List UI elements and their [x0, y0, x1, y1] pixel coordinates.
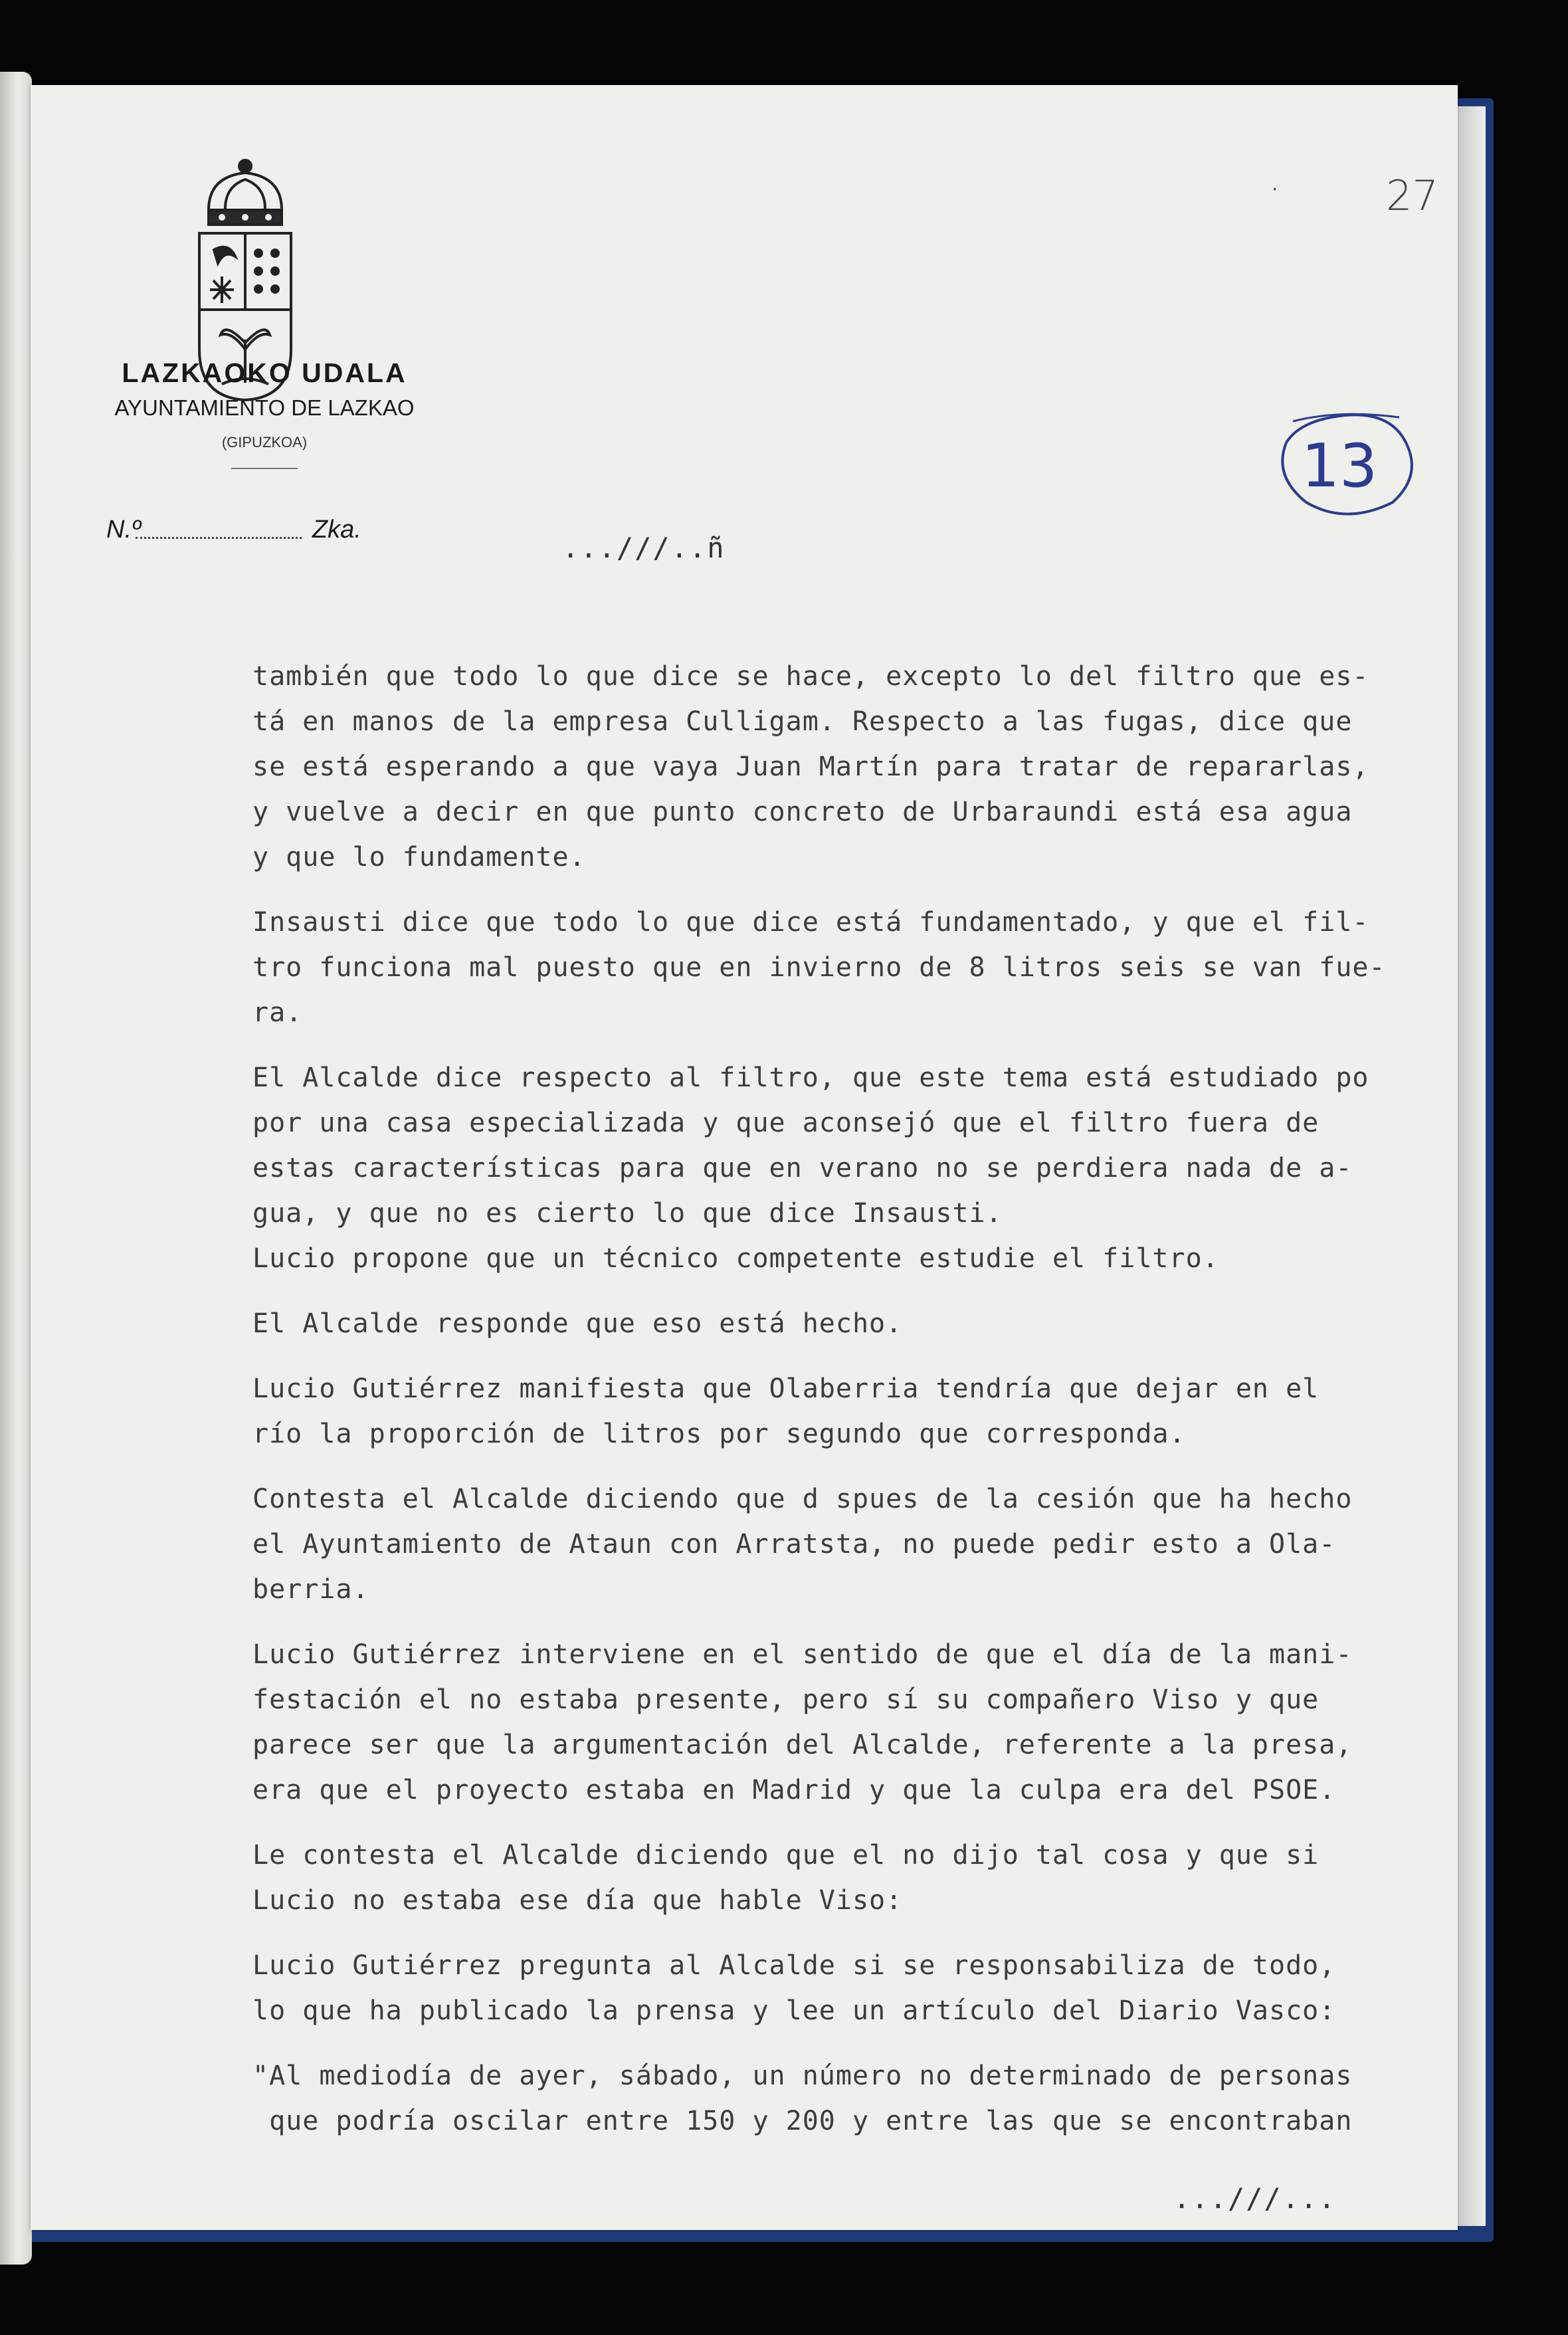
text-line: Lucio propone que un técnico competente estudie el filtro.	[252, 1243, 1219, 1274]
text-line: Insausti dice que todo lo que dice está fundamentado, y que el fil-	[252, 907, 1369, 938]
text-line: por una casa especializada y que aconsejó que el filtro fuera de	[252, 1108, 1320, 1138]
continuation-marker-top: ...///..ñ	[562, 532, 726, 564]
paragraph	[252, 1943, 1502, 2033]
reference-prefix: N.º	[106, 516, 141, 544]
text-line: y que lo fundamente.	[252, 842, 586, 872]
organization-name-spanish: AYUNTAMIENTO DE LAZKAO	[114, 395, 415, 420]
paragraph	[252, 1301, 1502, 1346]
paragraph	[252, 1632, 1502, 1813]
continuation-marker-bottom: ...///...	[1173, 2182, 1337, 2215]
text-line: parece ser que la argumentación del Alcalde, referente a la presa,	[252, 1730, 1353, 1760]
document-page	[31, 85, 1458, 2230]
text-line: festación el no estaba presente, pero sí su compañero Viso y que	[252, 1684, 1320, 1715]
margin-mark: ·	[1272, 178, 1278, 201]
text-line: El Alcalde responde que eso está hecho.	[252, 1308, 903, 1339]
paragraph	[252, 900, 1502, 1035]
text-line: Le contesta el Alcalde diciendo que el no dijo tal cosa y que si	[252, 1840, 1320, 1871]
text-line: tro funciona mal puesto que en invierno de 8 litros seis se van fue-	[252, 952, 1386, 983]
paragraph	[252, 2053, 1502, 2144]
reference-number-label	[106, 516, 361, 544]
text-line: río la proporción de litros por segundo que corresponda.	[252, 1419, 1186, 1449]
text-line: Lucio Gutiérrez interviene en el sentido de que el día de la mani-	[252, 1639, 1353, 1670]
text-line: tá en manos de la empresa Culligam. Respecto a las fugas, dice que	[252, 706, 1353, 737]
reference-number-dotted-line	[136, 537, 302, 539]
paragraph	[252, 1833, 1502, 1923]
text-line: y vuelve a decir en que punto concreto de Urbaraundi está esa agua	[252, 797, 1353, 827]
province-underline	[231, 468, 298, 469]
paragraph	[252, 1476, 1502, 1612]
text-line: se está esperando a que vaya Juan Martín para tratar de repararlas,	[252, 752, 1369, 782]
typed-minutes-body	[252, 654, 1502, 2164]
reference-suffix: Zka.	[312, 516, 361, 544]
handwritten-number-text: 13	[1301, 431, 1378, 501]
facing-page-edge	[0, 72, 32, 2265]
page-number: 27	[1386, 171, 1438, 220]
text-line: lo que ha publicado la prensa y lee un artículo del Diario Vasco:	[252, 1995, 1336, 2026]
text-line: Lucio Gutiérrez pregunta al Alcalde si se responsabiliza de todo,	[252, 1950, 1336, 1981]
text-line: el Ayuntamiento de Ataun con Arratsta, no puede pedir esto a Ola-	[252, 1529, 1336, 1560]
text-line: berria.	[252, 1574, 369, 1605]
text-line: Lucio no estaba ese día que hable Viso:	[252, 1885, 903, 1916]
text-line: gua, y que no es cierto lo que dice Insausti.	[252, 1198, 1003, 1229]
text-line: "Al mediodía de ayer, sábado, un número no determinado de personas	[252, 2061, 1353, 2091]
text-line: estas características para que en verano no se perdiera nada de a-	[252, 1153, 1353, 1183]
text-line: era que el proyecto estaba en Madrid y que la culpa era del PSOE.	[252, 1775, 1336, 1805]
text-line: Contesta el Alcalde diciendo que d spues de la cesión que ha hecho	[252, 1484, 1353, 1514]
text-line: ra.	[252, 997, 303, 1028]
paragraph	[252, 654, 1502, 880]
text-line: Lucio Gutiérrez manifiesta que Olaberria tendría que dejar en el	[252, 1373, 1320, 1404]
organization-name-basque: LAZKAOKO UDALA	[122, 357, 407, 388]
organization-province: (GIPUZKOA)	[221, 434, 308, 451]
handwritten-circled-number	[1266, 403, 1419, 522]
text-line: El Alcalde dice respecto al filtro, que este tema está estudiado po	[252, 1063, 1369, 1093]
text-line: que podría oscilar entre 150 y 200 y entre las que se encontraban	[252, 2106, 1353, 2136]
paragraph	[252, 1366, 1502, 1457]
text-line: también que todo lo que dice se hace, excepto lo del filtro que es-	[252, 661, 1369, 692]
paragraph	[252, 1055, 1502, 1281]
